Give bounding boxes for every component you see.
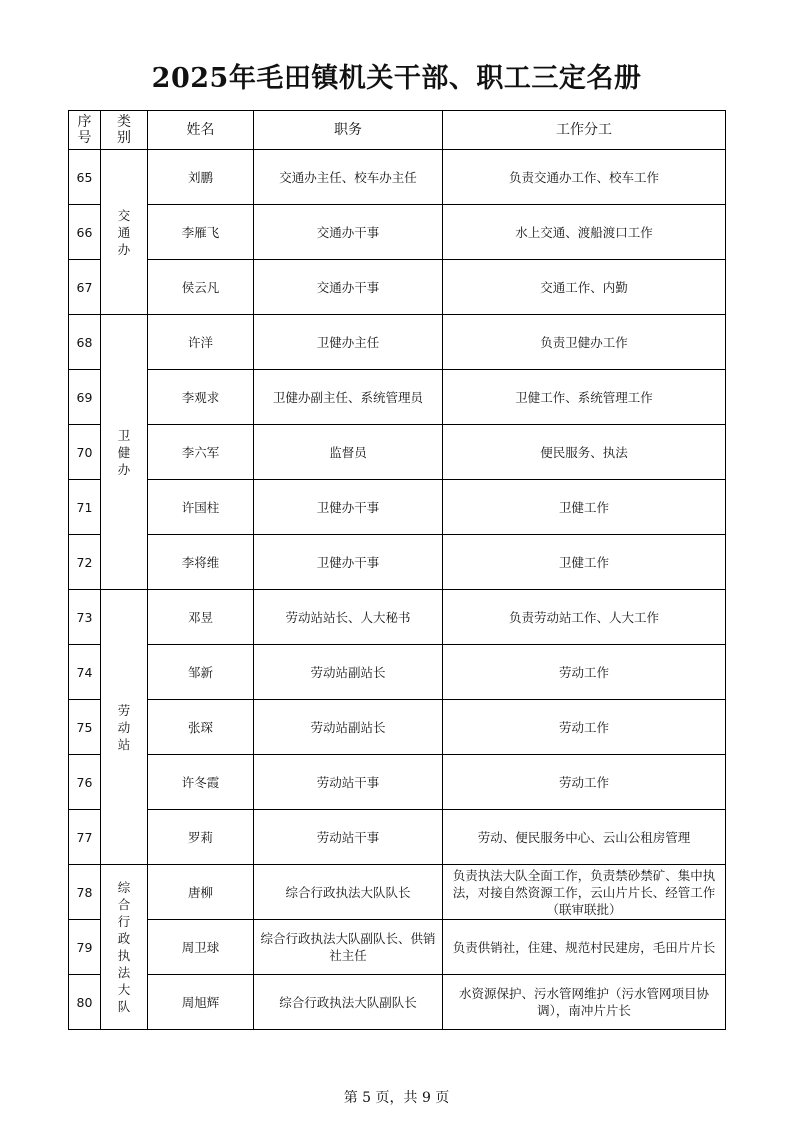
row-seq: 76 xyxy=(69,755,101,810)
table-row xyxy=(69,205,726,260)
row-position: 综合行政执法大队队长 xyxy=(254,865,443,920)
table-row xyxy=(69,920,726,975)
table-row xyxy=(69,865,726,920)
document-title: 2025年毛田镇机关干部、职工三定名册 xyxy=(151,63,642,94)
row-seq: 80 xyxy=(69,975,101,1030)
row-position: 劳动站干事 xyxy=(254,810,443,865)
table-row xyxy=(69,535,726,590)
row-name: 许洋 xyxy=(148,315,254,370)
row-position: 劳动站站长、人大秘书 xyxy=(254,590,443,645)
row-position: 综合行政执法大队副队长、供销社主任 xyxy=(254,920,443,975)
table-row xyxy=(69,755,726,810)
header-duty: 工作分工 xyxy=(443,111,726,150)
row-seq: 78 xyxy=(69,865,101,920)
table-row xyxy=(69,480,726,535)
row-seq: 71 xyxy=(69,480,101,535)
table-row xyxy=(69,425,726,480)
row-duty: 负责劳动站工作、人大工作 xyxy=(443,590,726,645)
row-position: 劳动站副站长 xyxy=(254,700,443,755)
row-seq: 65 xyxy=(69,150,101,205)
row-position: 劳动站副站长 xyxy=(254,645,443,700)
row-duty: 卫健工作、系统管理工作 xyxy=(443,370,726,425)
row-duty: 卫健工作 xyxy=(443,480,726,535)
row-duty: 负责执法大队全面工作，负责禁砂禁矿、集中执法，对接自然资源工作，云山片片长、经管工作（联审联批） xyxy=(443,865,726,920)
row-duty: 劳动工作 xyxy=(443,755,726,810)
row-position: 劳动站干事 xyxy=(254,755,443,810)
row-name: 侯云凡 xyxy=(148,260,254,315)
row-duty: 水上交通、渡船渡口工作 xyxy=(443,205,726,260)
row-duty: 负责交通办工作、校车工作 xyxy=(443,150,726,205)
row-duty: 负责供销社，住建、规范村民建房，毛田片片长 xyxy=(443,920,726,975)
row-seq: 66 xyxy=(69,205,101,260)
row-name: 刘鹏 xyxy=(148,150,254,205)
table-row xyxy=(69,645,726,700)
row-position: 综合行政执法大队副队长 xyxy=(254,975,443,1030)
row-seq: 75 xyxy=(69,700,101,755)
row-position: 监督员 xyxy=(254,425,443,480)
row-seq: 72 xyxy=(69,535,101,590)
table-header-row xyxy=(69,111,726,150)
row-seq: 70 xyxy=(69,425,101,480)
row-name: 李六军 xyxy=(148,425,254,480)
row-seq: 77 xyxy=(69,810,101,865)
row-position: 卫健办干事 xyxy=(254,535,443,590)
row-name: 罗莉 xyxy=(148,810,254,865)
table-row xyxy=(69,315,726,370)
table-row xyxy=(69,810,726,865)
category-cell: 综合行政执法大队 xyxy=(101,865,148,1030)
row-name: 周卫球 xyxy=(148,920,254,975)
row-name: 李雁飞 xyxy=(148,205,254,260)
row-name: 李观求 xyxy=(148,370,254,425)
page-footer: 第 5 页，共 9 页 xyxy=(343,1090,450,1106)
row-duty: 便民服务、执法 xyxy=(443,425,726,480)
row-seq: 68 xyxy=(69,315,101,370)
row-position: 交通办干事 xyxy=(254,205,443,260)
roster-table xyxy=(68,110,726,1030)
category-cell: 劳动站 xyxy=(101,590,148,865)
row-duty: 水资源保护、污水管网维护（污水管网项目协调），南冲片片长 xyxy=(443,975,726,1030)
header-seq: 序号 xyxy=(69,111,101,150)
header-position: 职务 xyxy=(254,111,443,150)
row-name: 邹新 xyxy=(148,645,254,700)
row-seq: 69 xyxy=(69,370,101,425)
table-row xyxy=(69,590,726,645)
table-row xyxy=(69,975,726,1030)
header-name: 姓名 xyxy=(148,111,254,150)
row-position: 交通办主任、校车办主任 xyxy=(254,150,443,205)
row-name: 李将维 xyxy=(148,535,254,590)
row-duty: 负责卫健办工作 xyxy=(443,315,726,370)
row-seq: 67 xyxy=(69,260,101,315)
row-seq: 79 xyxy=(69,920,101,975)
table-row xyxy=(69,700,726,755)
row-name: 邓昱 xyxy=(148,590,254,645)
row-name: 唐柳 xyxy=(148,865,254,920)
row-name: 许国柱 xyxy=(148,480,254,535)
table-row xyxy=(69,260,726,315)
row-duty: 交通工作、内勤 xyxy=(443,260,726,315)
row-duty: 卫健工作 xyxy=(443,535,726,590)
row-position: 交通办干事 xyxy=(254,260,443,315)
category-cell: 卫健办 xyxy=(101,315,148,590)
row-seq: 73 xyxy=(69,590,101,645)
table-row xyxy=(69,370,726,425)
row-position: 卫健办副主任、系统管理员 xyxy=(254,370,443,425)
table-row xyxy=(69,150,726,205)
row-duty: 劳动工作 xyxy=(443,700,726,755)
row-seq: 74 xyxy=(69,645,101,700)
row-position: 卫健办主任 xyxy=(254,315,443,370)
row-name: 许冬霞 xyxy=(148,755,254,810)
row-position: 卫健办干事 xyxy=(254,480,443,535)
header-category: 类别 xyxy=(101,111,148,150)
row-duty: 劳动、便民服务中心、云山公租房管理 xyxy=(443,810,726,865)
row-duty: 劳动工作 xyxy=(443,645,726,700)
row-name: 周旭辉 xyxy=(148,975,254,1030)
row-name: 张琛 xyxy=(148,700,254,755)
category-cell: 交通办 xyxy=(101,150,148,315)
